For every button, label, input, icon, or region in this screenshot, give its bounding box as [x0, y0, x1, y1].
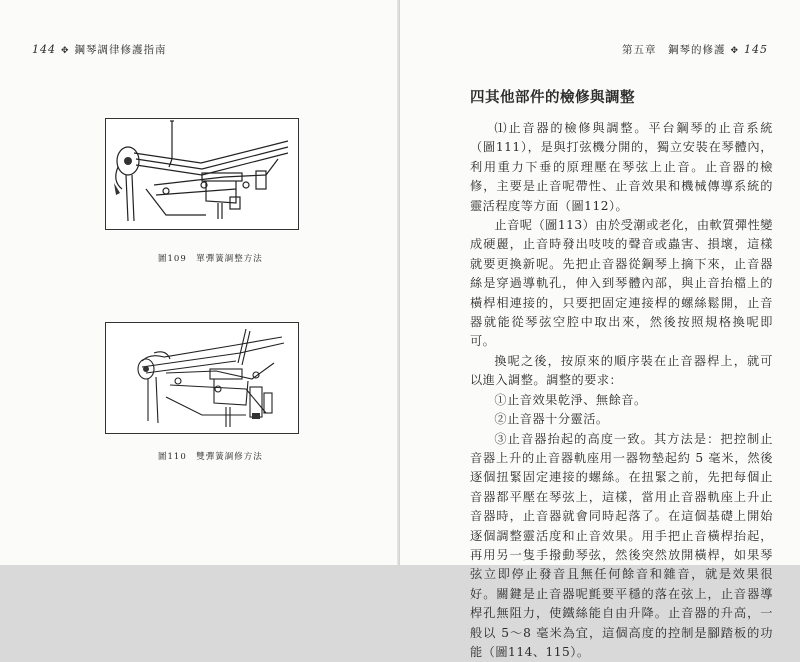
- section-title: 四其他部件的檢修與調整: [470, 86, 635, 107]
- paragraph: ②止音器十分靈活。: [470, 410, 773, 429]
- left-page-number: 144: [32, 43, 56, 56]
- left-page: [0, 0, 398, 565]
- right-running-header: [622, 42, 768, 57]
- left-running-header: [32, 42, 167, 57]
- paragraph: 換呢之後，按原來的順序裝在止音器桿上，就可以進入調整。調整的要求：: [470, 352, 773, 391]
- single-spring-mechanism-drawing: [106, 119, 298, 229]
- figure-110-illustration: [105, 322, 299, 434]
- right-header-title: 第五章 鋼琴的修護: [622, 44, 726, 56]
- double-spring-mechanism-drawing: [106, 323, 298, 433]
- figure-110-caption: 圖110 雙彈簧調修方法: [158, 450, 263, 462]
- body-text: [470, 119, 773, 662]
- left-header-title: 鋼琴調律修護指南: [75, 44, 167, 56]
- paragraph: ③止音器抬起的高度一致。其方法是：把控制止音器上升的止音器軌座用一器物墊起約 5 毫米，然後逐個扭緊固定連接的螺絲。在扭緊之前，先把每個止音器都平壓在琴弦上，這樣，當用止音器軌座上升止音器時，止音器就會同時起落了。在這個基礎上開始逐個調整靈活度和止音效果。用手把止音橫桿抬起，再用另一隻手撥動琴弦，然後突然放開橫桿，如果琴弦立即停止發音且無任何餘音和雜音，就是效果很好。關鍵是止音器呢氈要平穩的落在弦上，止音器導桿孔無阻力，使鐵絲能自由升降。止音器的升高，一般以 5～8 毫米為宜，這個高度的控制是腳踏板的功能（圖114、115）。: [470, 430, 773, 662]
- right-page: [400, 0, 800, 565]
- paragraph: ①止音效果乾淨、無餘音。: [470, 391, 773, 410]
- ornament-icon: ✥: [61, 46, 70, 56]
- right-page-number: 145: [744, 43, 768, 56]
- figure-109-illustration: [105, 118, 299, 230]
- paragraph: 止音呢（圖113）由於受潮或老化，由軟質彈性變成硬麗，止音時發出吱吱的聲音或蟲害、損壞，這樣就要更換新呢。先把止音器從鋼琴上摘下來，止音器絲是穿過導軌孔，伸入到琴體內部，與止音抬檔上的橫桿相連接的，只要把固定連接桿的螺絲鬆開，止音器就能從琴弦空腔中取出來，然後按照規格換呢即可。: [470, 216, 773, 352]
- ornament-icon: ✥: [730, 46, 739, 56]
- paragraph: ⑴止音器的檢修與調整。平台鋼琴的止音系統（圖111），是與打弦機分開的，獨立安裝在琴體內，利用重力下垂的原理壓在琴弦上止音。止音器的檢修，主要是止音呢帶性、止音效果和機械傳導系統的靈活程度等方面（圖112）。: [470, 119, 773, 216]
- figure-109-caption: 圖109 單彈簧調整方法: [158, 252, 263, 264]
